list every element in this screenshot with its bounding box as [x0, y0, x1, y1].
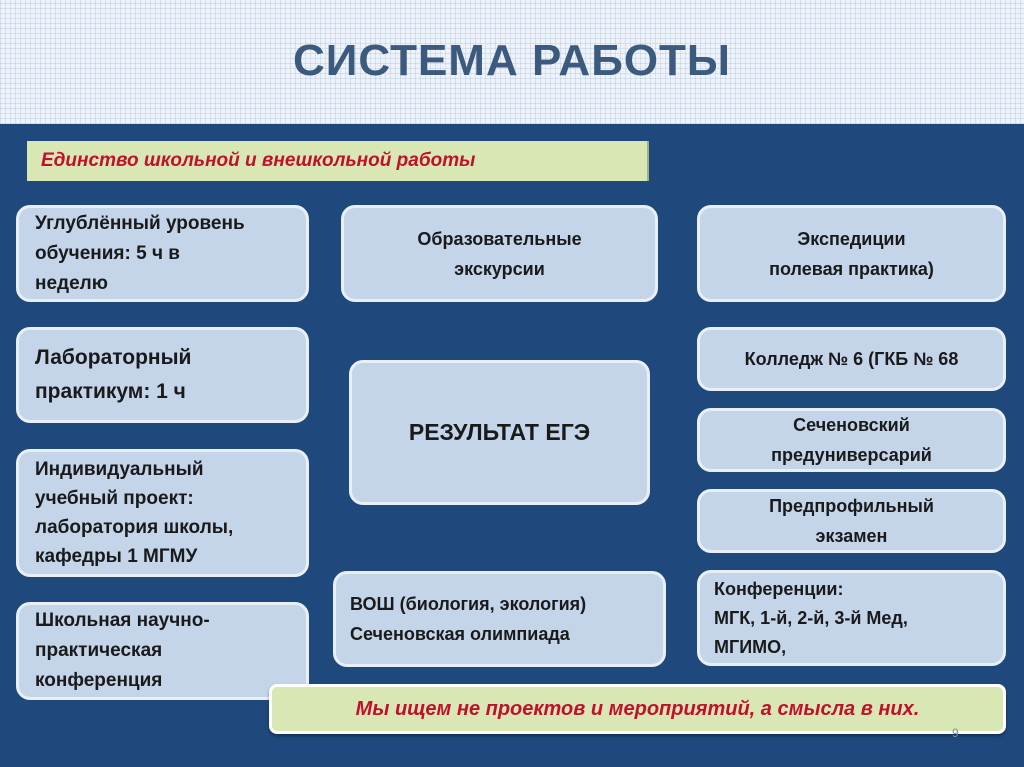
lab-practicum-text: Лабораторный практикум: 1 ч [35, 346, 192, 403]
olympiads-text: ВОШ (биология, экология) Сеченовская олимпиада [350, 594, 587, 644]
excursions-text: Образовательные экскурсии [417, 228, 582, 279]
unity-banner-text: Единство школьной и внешкольной работы [41, 150, 476, 171]
page-number: 9 [952, 726, 959, 740]
unity-banner [27, 141, 649, 181]
preprofile-exam-text: Предпрофильный экзамен [769, 496, 934, 546]
expeditions-box [697, 205, 1006, 302]
excursions-box [341, 205, 658, 302]
college-box [697, 327, 1006, 391]
meaning-banner-text: Мы ищем не проектов и мероприятий, а смысла в них. [355, 697, 920, 720]
lab-practicum-box [16, 327, 309, 423]
school-conference-box [16, 602, 309, 700]
school-conference-text: Школьная научно- практическая конференция [35, 610, 210, 691]
exam-result-text: РЕЗУЛЬТАТ ЕГЭ [408, 419, 591, 445]
conferences-box [697, 570, 1006, 666]
meaning-banner [269, 684, 1006, 734]
conferences-text: Конференции: МГК, 1-й, 2-й, 3-й Мед, МГИМО, [714, 578, 908, 657]
slide-title: СИСТЕМА РАБОТЫ [292, 36, 731, 85]
olympiads-box [333, 571, 666, 667]
preuniversary-box [697, 408, 1006, 472]
in-depth-level-box [16, 205, 309, 302]
expeditions-text: Экспедиции полевая практика) [769, 228, 934, 279]
individual-project-box [16, 449, 309, 577]
preprofile-exam-box [697, 489, 1006, 553]
preuniversary-text: Сеченовский предуниверсарий [771, 415, 932, 465]
in-depth-level-text: Углублённый уровень обучения: 5 ч в неделю [35, 212, 245, 294]
exam-result-box [349, 360, 650, 505]
college-text: Колледж № 6 (ГКБ № 68 [744, 348, 959, 369]
individual-project-text: Индивидуальный учебный проект: лаборатория школы, кафедры 1 МГМУ [35, 459, 234, 567]
